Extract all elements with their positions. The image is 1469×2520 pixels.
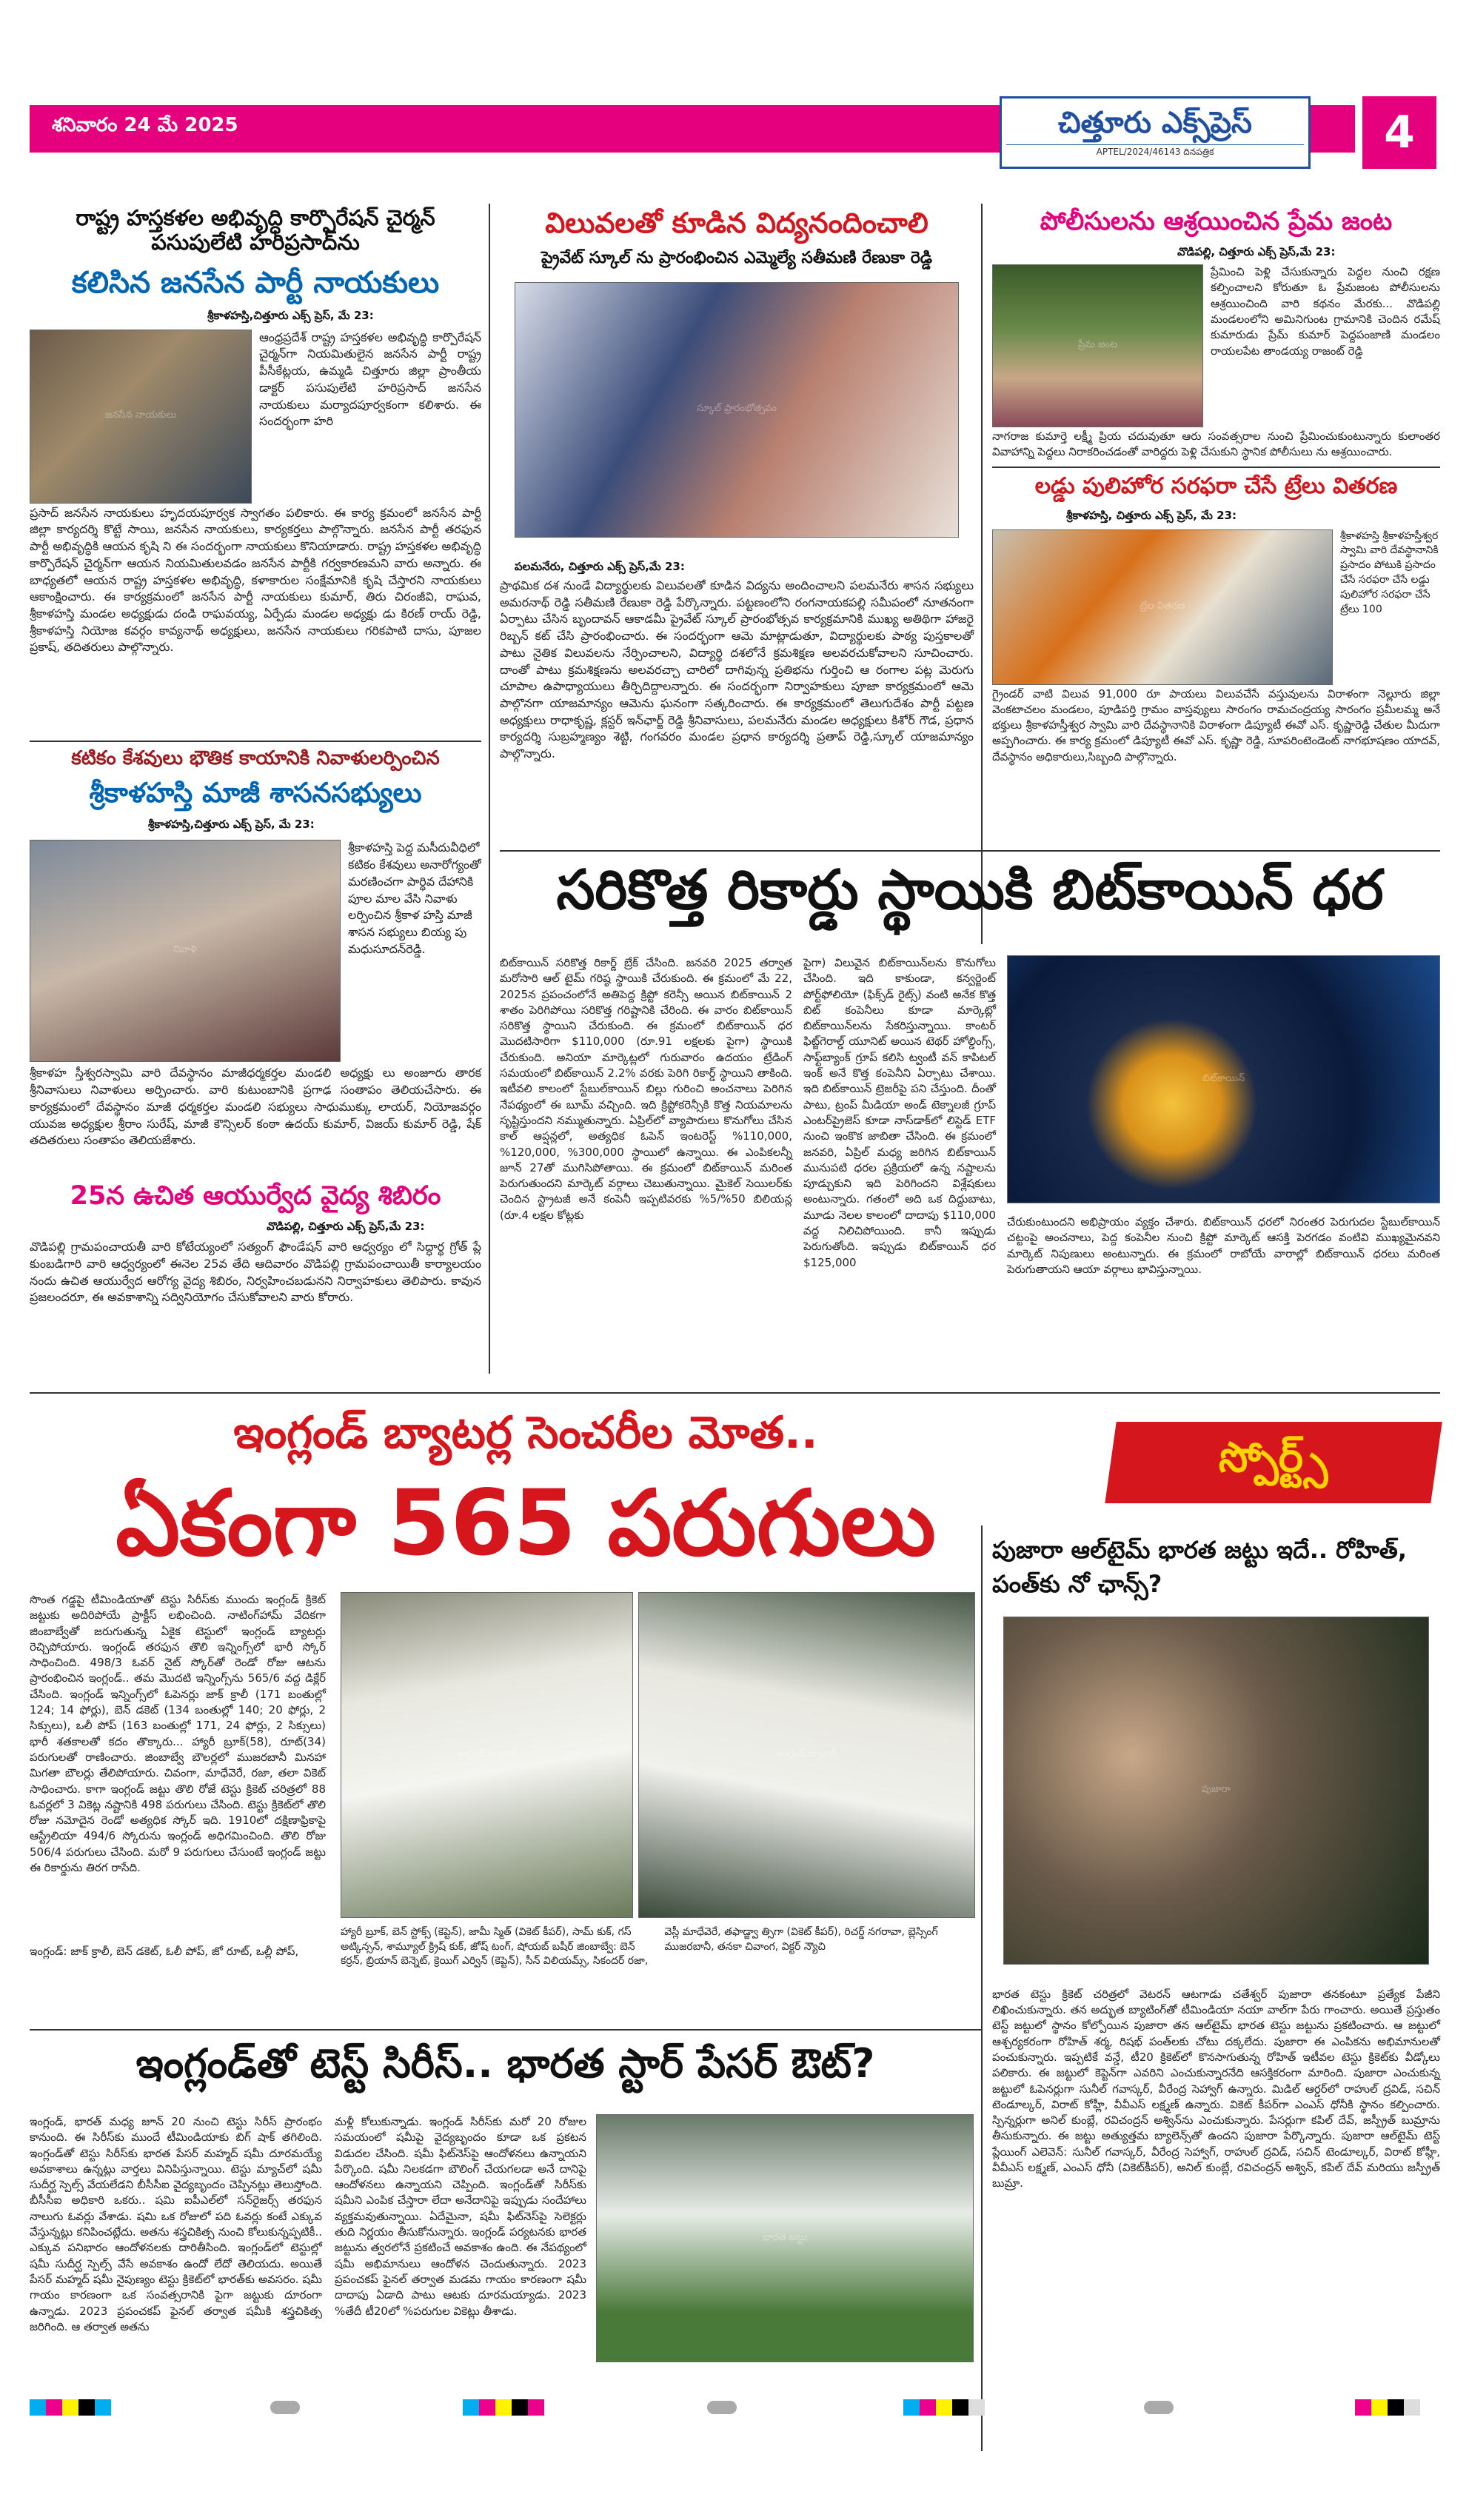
article-body: నాగరాజ కుమార్తె లక్ష్మీ ప్రియ చదువుతూ ఆరు సంవత్సరాల నుంచి ప్రేమించుకుంటున్నారు కులాంతర వివాహాన్ని పెద్దలు నిరాకరించడంతో వారిద్దరు పెళ్లి చేసుకుని స్థానిక పోలీసులు ను ఆశ్రయించారు. bbox=[992, 430, 1440, 459]
sports-players-line: ఇంగ్లండ్: జాక్ క్రాలీ, బెన్ డకెట్, ఓలీ పోప్, జో రూట్, ఒల్లీ పోప్, bbox=[30, 1945, 299, 1958]
sports-col-1: సొంత గడ్డపై టీమిండియాతో టెస్టు సిరీస్‌కు ముందు ఇంగ్లండ్ క్రికెట్ జట్టుకు అదిరిపోయే ప్రాక్టీస్ లభించింది. నాటింగ్‌హామ్ వేదికగా జింబాబ్వేతో జరుగుతున్న ఏకైక టెస్టులో ఇంగ్లండ్ బ్యాటర్లు రెచ్చిపోయారు. ఇంగ్లండ్ తరఫున తొలి ఇన్నింగ్స్‌లో భారీ స్కోర్ సాధించింది. 498/3 ఓవర్ నైట్ స్కోర్‌తో రెండో రోజు ఆటను ప్రారంభించిన ఇంగ్లండ్.. తమ మొదటి ఇన్నింగ్స్‌ను 565/6 వద్ద డిక్లేర్ చేసింది. ఇంగ్లండ్ ఇన్నింగ్స్‌లో ఓపెనర్లు జాక్ క్రాలీ (171 బంతుల్లో 124; 14 ఫోర్లు), బెన్ డకెట్ (134 బంతుల్లో 140; 20 ఫోర్లు, 2 సిక్సులు), ఒలీ పోప్ (163 బంతుల్లో 171, 24 ఫోర్లు, 2 సిక్సులు) భారీ శతకాలతో కదం తొక్కారు... హ్యారీ బ్రూక్(58), రూట్(34) పరుగులతో రాణించారు. జింబాబ్వే బౌలర్లలో ముజరబానీ మినహా మిగతా బౌలర్లు తేలిపోయారు. చివంగా, మాధేవెరే, రజా, తలా వికెట్ సాధించారు. కాగా ఇంగ్లండ్ జట్టు తొలి రోజే టెస్టు క్రికెట్ చరిత్రలో 88 ఓవర్లలో 3 వికెట్ల నష్టానికి 498 పరుగులు చేసింది. టెస్టు క్రికెట్‌లో తొలి రోజు నమోదైన రెండో అత్యధిక స్కోర్ ఇది. 1910లో దక్షిణాఫ్రికాపై ఆస్ట్రేలియా 494/6 స్కోరును ఇంగ్లండ్ అధిగమించింది. తొలి రోజు 506/4 పరుగులు చేసింది. మరో 9 పరుగులు చేసుంటే ఇంగ్లండ్ జట్టు ఈ రికార్డును తిరగ రాసేది. bbox=[30, 1593, 326, 1875]
article-couple bbox=[992, 207, 1440, 461]
article-headline: శ్రీకాళహస్తి మాజీ శాసనసభ్యులు bbox=[89, 776, 422, 809]
section-rule bbox=[992, 467, 1440, 468]
registration-marks bbox=[903, 2399, 985, 2416]
photo-tribute: నివాళి bbox=[30, 840, 341, 1062]
article-subhead: ప్రైవేట్ స్కూల్ ను ప్రారంభించిన ఎమ్మెల్యే సతీమణి రేణుకా రెడ్డి bbox=[541, 248, 933, 267]
article-headline: పుజారా ఆల్‌టైమ్ భారత జట్టు ఇదే.. రోహిత్, పంత్‌కు నో ఛాన్స్? bbox=[992, 1536, 1407, 1599]
page-number-box bbox=[1362, 96, 1436, 169]
registration-dot bbox=[270, 2401, 300, 2414]
article-dateline: వొడిపల్లి, చిత్తూరు ఎక్స్ ప్రెస్,మే 23: bbox=[267, 1220, 425, 1234]
article-dateline: వొడిపల్లి, చిత్తూరు ఎక్స్ ప్రెస్,మే 23: bbox=[1177, 245, 1336, 259]
article-dateline: పలమనేరు, చిత్తూరు ఎక్స్ ప్రెస్,మే 23: bbox=[515, 559, 685, 573]
masthead-date: శనివారం 24 మే 2025 bbox=[52, 114, 238, 136]
paper-name: చిత్తూరు ఎక్స్‌ప్రెస్ bbox=[1057, 106, 1253, 140]
article-kicker: రాష్ట్ర హస్తకళల అభివృద్ధి కార్పొరేషన్ చైర్మన్ పసుపులేటి హరిప్రసాద్‌ను bbox=[76, 205, 435, 255]
article-ayurveda bbox=[30, 1181, 481, 1306]
registration-marks bbox=[463, 2399, 544, 2416]
photo-trays: ట్రేల వితరణ bbox=[992, 529, 1333, 685]
article-hastakala bbox=[30, 206, 481, 656]
article-headline: లడ్డు పులిహోర సరఫరా చేసే ట్రేలు వితరణ bbox=[1034, 473, 1398, 499]
shami-headline: ఇంగ్లండ్‌తో టెస్ట్ సిరీస్.. భారత స్టార్ పేసర్ ఔట్? bbox=[135, 2040, 875, 2087]
section-rule bbox=[30, 741, 481, 742]
column-rule bbox=[489, 204, 490, 1374]
registration-marks bbox=[1355, 2399, 1420, 2416]
shami-col-2: మళ్లీ కోలుకున్నాడు. ఇంగ్లండ్ సిరీస్‌కు మరో 20 రోజుల సమయంలో షమీపై వైద్యబృందం కూడా ఒక ప్రకటన విడుదల చేసింది. షమీ ఫిట్‌నెస్‌పై ఆందోళనలు ఉన్నాయని పేర్కొంది. షమీ నిలకడగా బౌలింగ్ చేయగలడా అనే దానిపై ఆందోళనలు ఉన్నాయని చెప్పింది. ఇంగ్లండ్‌తో సిరీస్‌కు షమీని ఎంపిక చేస్తారా లేదా అనేదానిపై ఇప్పుడు సందేహాలు వ్యక్తమవుతున్నాయి. ఏదేమైనా, షమీ ఫిట్‌నెస్‌పై సెలెక్టర్లు తుది నిర్ణయం తీసుకోనున్నారు. ఇంగ్లండ్ పర్యటనకు భారత జట్టును త్వరలోనే ప్రకటించే అవకాశం ఉంది. ఈ నేపథ్యంలో షమీ అభిమానులు ఆందోళన చెందుతున్నారు. 2023 ప్రపంచకప్ ఫైనల్ తర్వాత మడమ గాయం కారణంగా షమీ దాదాపు ఏడాది పాటు ఆటకు దూరమయ్యాడు. 2023 %తేదీ టీ20లో %పరుగుల వికెట్లు తీశాడు. bbox=[335, 2115, 586, 2318]
sports-badge-label: స్పోర్ట్స్ bbox=[1219, 1433, 1328, 1482]
article-trays bbox=[992, 474, 1440, 765]
article-body: వొడిపల్లి గ్రామపంచాయతీ వారి కోటేయ్యంలో సత్యంగ్ ఫౌండేషన్ వారి ఆధ్వర్యం లో సిద్ధార్థ గ్రోత్ ప్లే కుంబడిగారి వారి ఆధ్వర్యంలో ఈనెల 25వ తేది ఆదివారం వొడిపల్లి గ్రామపంచాయితీ కార్యాలయం నందు ఉచిత ఆయుర్వేద ఆరోగ్య వైద్య శిబిరం, నిర్వహించబడునని నిర్వాహకులు తెలిపారు. కావున ప్రజలందరూ, ఈ అవకాశాన్ని సద్వినియోగం చేసుకోవాలని వారు కోరారు. bbox=[30, 1240, 481, 1305]
bitcoin-col-2: పైగా) విలువైన బిట్‌కాయిన్‌లను కొనుగోలు చేసింది. ఇది కాకుండా, కన్వర్జెంట్ పోర్ట్‌ఫోలియో (ఫిక్స్‌డ్ రైట్స్) వంటి అనేక కొత్త బిట్ కంపెనీలు కూడా మార్కెట్లో బిట్‌కాయిన్‌లను సేకరిస్తున్నాయి. కాంటర్ ఫిట్జ్‌గెరాల్డ్ యూనిట్ అయిన టెథర్ హోల్డింగ్స్, సాఫ్ట్‌బ్యాంక్ గ్రూప్ కలిసి ట్వంటీ వన్ కాపిటల్ ఇంక్ అనే కొత్త కంపెనీని ఏర్పాటు చేశాయి. ఇది బిట్‌కాయిన్ ట్రెజరీపై పని చేస్తుంది. దీంతో పాటు, ట్రంప్ మీడియా అండ్ టెక్నాలజీ గ్రూప్ ఎంటర్‌ప్రైజెస్ కూడా నాస్‌డాక్‌లో లిస్టెడ్ ETF నుంచి ఇంకొక జాబితా చేసింది. ఈ క్రమంలో జనవరి, ఏప్రిల్ మధ్య జరిగిన బిట్‌కాయిన్ మునుపటి ధరల ప్రక్రియలో ఉన్న నష్టాలను పూడ్చుకుని ఇది పెరిగిందని విశ్లేషకులు అంటున్నారు. గతంలో అది ఒక దిద్దుబాటు, మూడు నెలల కాలంలో దాదాపు $110,000 వద్ద నిలిచిపోయింది. కానీ ఇప్పుడు పెరుగుతోంది. ఇప్పుడు బిట్‌కాయిన్ ధర $125,000 bbox=[803, 956, 996, 1269]
registration-dot bbox=[707, 2401, 737, 2414]
page-number: 4 bbox=[1384, 107, 1415, 158]
masthead-right-bar bbox=[948, 105, 1000, 153]
article-tribute bbox=[30, 748, 481, 1149]
sports-headline: ఏకంగా 565 పరుగులు bbox=[116, 1471, 936, 1576]
article-side-text: శ్రీకాళహస్తి పెద్ద మసీదువీధిలో కటికం కేశవులు అనారోగ్యంతో మరణించగా పార్థివ దేహానికి పూల మాల వేసి నివాళు లర్పించిన శ్రీకాళ హస్తి మాజీ శాసన సభ్యులు బియ్య పు మధుసూదన్‌రెడ్డి. bbox=[348, 840, 481, 956]
sports-photo-caption: హ్యారీ బ్రూక్, బెన్ స్టోక్స్ (కెప్టెన్), జామీ స్మిత్ (వికెట్ కీపర్), సామ్ కుక్, గస్ అట్కిన్సన్, శామ్యూల్ క్ర్రిష్ కుక్, జోష్ టంగ్, షోయబ్ బషీర్ జింబాబ్వే: బెన్ కర్రన్, బ్రియాన్ బెన్నెట్, క్రెయిగ్ ఎర్విన్ (కెప్టెన్), సీన్ విలియమ్స్, సికందర్ రజా, వెస్లీ మాధేవెరే, తఫాడ్జ్వా త్సిగా (వికెట్ కీపర్), రిచర్డ్ నగరావా, బ్లెస్సింగ్ ముజరబానీ, తనకా చివాంగ, విక్టర్ న్యౌచి bbox=[341, 1926, 938, 1968]
column-rule bbox=[981, 1525, 983, 2451]
article-body: శ్రీకాళహ స్తీశ్వరస్వామి వారి దేవస్థానం మాజీధర్మకర్తల మండలి అధ్యక్షు లు అంజూరు తారక శ్రీనివాసులు నివాళులు అర్పించారు. వారి కుటుంబానికి ప్రగాఢ సంతాపం తెలియచేసారు. ఈ కార్యక్రమంలో దేవస్థానం మాజీ ధర్మకర్తల మండలి సభ్యులు సాధుముక్కు లాయర్, నియోజవర్గం యువజ అధ్యక్షుల శ్రీరాం సురేష్, మాజీ కౌన్సిలర్ కంఠా ఉదయ్ కుమార్, విజయ్ కుమార్ రెడ్డి, షేక్ తదితరులు సంతాపం తెలియజేశారు. bbox=[30, 1066, 481, 1148]
article-side-text: ప్రేమించి పెళ్లి చేసుకున్నారు పెద్దల నుంచి రక్షణ కల్పించాలని కోరుతూ ఓ ప్రేమజంట పోలీసులను ఆశ్రయించింది వారి కథనం మేరకు... వొడిపల్లి మండలంలోని అమినిగుంట గ్రామానికి చెందిన రమేష్ కుమారుడు ప్రేమ్ కుమార్ పెద్దపంజాణి మండలం రాయలపేట తాండయ్య రాజంట్ రెడ్డి bbox=[1211, 265, 1440, 358]
article-body: ప్రాథమిక దశ నుండే విద్యార్థులకు విలువలతో కూడిన విద్యను అందించాలని పలమనేరు శాసన సభ్యులు అమరనాథ్ రెడ్డి సతీమణి రేణుకా రెడ్డి పేర్కొన్నారు. పట్టణంలోని రంగనాయకపల్లి సమీపంలో నూతనంగా ఏర్పాటు చేసిన బృందావన్ ఆకాడమీ ప్రైవేట్ స్కూల్ ప్రారంభోత్సవ కార్యక్రమానికి ముఖ్య అతిథిగా హాజరై రిబ్బన్ కట్ చేసి ప్రారంభించారు. ఈ సందర్భంగా ఆమె మాట్లాడుతూ, విద్యార్థులకు పాఠ్య పుస్తకాలతో పాటు నైతిక విలువలను నేర్పించాలని, విద్యార్థి దశలోనే క్రమశిక్షణ అలవరచుకోవాలని సూచించారు. దాంతో పాటు క్రమశిక్షణను అలవరచ్చా చారిలో దాగివున్న ప్రతిభను గుర్తించి ఆ రంగాల పట్ల మెరుగు చూపాల ఉపాధ్యాయులు తీర్చిదిద్దాలన్నారు. ఈ సందర్భంగా నిర్వాహకులు పూజా కార్యక్రమంలో ఆమె పాల్గొనగా యాజమాన్యం ఆమెను ఘనంగా సత్కరించారు. ఈ కార్యక్రమంలో తెలుగుదేశం పార్టీ పట్టణ అధ్యక్షులు రాధాకృష్ణ, క్లస్టర్ ఇన్‌ఛార్జ్ రెడ్డి శ్రీనివాసులు, పలమనేరు మండల అధ్యక్షులు కిశోర్ గౌడ, ప్రధాన కార్యదర్శి సుబ్రహ్మణ్యం శెట్టి, గంగవరం మండల ప్రధాన కార్యదర్శి ప్రతాప్ రెడ్డి,స్కూల్ యాజమాన్యం పాల్గొన్నారు. bbox=[500, 578, 974, 761]
paper-subline: APTEL/2024/46143 దినపత్రిక bbox=[1006, 144, 1304, 159]
bitcoin-col-1: బిట్‌కాయిన్ సరికొత్త రికార్డ్ బ్రేక్ చేసింది. జనవరి 2025 తర్వాత మరోసారి ఆల్ టైమ్ గరిష్ఠ స్థాయికి చేరుకుంది. ఈ క్రమంలో మే 22, 2025న ప్రపంచంలోనే అతిపెద్ద క్రిప్టో కరెన్సీ అయిన బిట్‌కాయిన్ 2 శాతం పెరిగిపోయి సరికొత్త గరిష్టానికి చేరింది. ఈ వారం బిట్‌కాయిన్ సరికొత్త స్థాయిని చేరుకుంది. ఈ క్రమంలో బిట్‌కాయిన్ ధర మొదటిసారిగా $110,000 (రూ.91 లక్షలకు పైగా) స్థాయికి చేరుకుంది. అనియా మార్కెట్లలో గురువారం ఉదయం ట్రేడింగ్ సమయంలో బిట్‌కాయిన్ 2.2% వరకు పెరిగి రికార్డ్ స్థాయిని తాకింది. ఇటీవలి కాలంలో స్టేబుల్‌కాయిన్ బిల్లు గురించి అంచనాలు పెరిగిన నేపథ్యంలో ఈ బూమ్ వచ్చింది. ఇది క్రిప్టోకరెన్సీకి కొత్త నియమాలను సృష్టిస్తుందని నమ్ముతున్నారు. ఏప్రిల్‌లో వ్యాపారులు కొనుగోలు చేసిన కాల్ ఆప్షన్లలో, అత్యధిక ఓపెన్ ఇంటరెస్ట్ %110,000, %120,000, %300,000 స్థాయిలో ఉన్నాయి. ఈ ఎంపికలన్నీ జూన్ 27తో ముగిసిపోతాయి. ఈ క్రమంలో బిట్‌కాయిన్ మరింత పెరుగుతుందని మార్కెట్ వర్గాలు చెబుతున్నాయి. మైకెల్ సెయిలర్‌కు చెందిన స్ట్రాటజీ అనే కంపెనీ ఇప్పటివరకు %5/%50 బిలియన్ల (రూ.4 లక్షల కోట్లకు bbox=[500, 956, 792, 1222]
section-rule bbox=[30, 2029, 981, 2031]
article-bitcoin bbox=[500, 859, 1440, 922]
article-body: భారత టెస్టు క్రికెట్ చరిత్రలో వెటరన్ ఆటగాడు చతేశ్వర్ పుజారా తనకంటూ ప్రత్యేక పేజీని లిఖించుకున్నారు. తన అద్భుత బ్యాటింగ్‌తో టీమిండియా నయా వాల్‌గా పేరు గాంచారు. అయితే ప్రస్తుతం టెస్ట్ జట్టులో స్థానం కోల్పోయిన పుజారా తన ఆల్‌టైమ్ భారత టెస్టు జట్టును ప్రకటించారు. ఆ జట్టులో ఆశ్చర్యకరంగా రోహిత్ శర్మ, రిషభ్ పంత్‌లకు చోటు దక్కలేదు. పుజారా ఈ ఎంపికను అభిమానులతో పంచుకున్నారు. ఇప్పటికే వన్డే, టీ20 క్రికెట్‌లో కొనసాగుతున్న రోహిత్ ఇటీవల టెస్టు క్రికెట్‌కు వీడ్కోలు పలికారు. ఈ జట్టులో కెప్టెన్‌గా ఎవరిని ఎంచుకున్నారనేది ఆసక్తికరంగా మారింది. పుజారా ఎంచుకున్న జట్టులో ఓపెనర్లుగా సునీల్ గవాస్కర్, వీరేంద్ర సెహ్వాగ్ ఉన్నారు. మిడిల్ ఆర్డర్‌లో రాహుల్ ద్రవిడ్, సచిన్ టెండూల్కర్, విరాట్ కోహ్లీ, వీవీఎస్ లక్ష్మణ్ ఉన్నారు. వికెట్ కీపర్‌గా ఎంఎస్ ధోనీకి స్థానం కల్పించారు. స్పిన్నర్లుగా అనిల్ కుంబ్లే, రవిచంద్రన్ అశ్విన్‌ను ఎంచుకున్నారు. పేసర్లుగా కపిల్ దేవ్, జస్ప్రీత్ బుమ్రాను తీసుకున్నారు. ఈ జట్టు అత్యుత్తమ బ్యాలెన్స్‌తో ఉందని పుజారా పేర్కొన్నారు. పుజారా ఆల్‌టైమ్ టెస్ట్ ప్లేయింగ్ ఎలెవెన్: సునీల్ గవాస్కర్, వీరేంద్ర సెహ్వాగ్, రాహుల్ ద్రవిడ్, సచిన్ టెండూల్కర్, విరాట్ కోహ్లీ, వీవీఎస్ లక్ష్మణ్, ఎంఎస్ ధోనీ (వికెట్‌కీపర్), అనిల్ కుంబ్లే, రవిచంద్రన్ అశ్విన్, కపిల్ దేవ్ మరియు జస్ప్రీత్ బుమ్రా. bbox=[992, 1987, 1440, 2190]
registration-dot bbox=[1144, 2401, 1174, 2414]
article-headline: సరికొత్త రికార్డు స్థాయికి బిట్‌కాయిన్ ధర bbox=[556, 858, 1384, 922]
bitcoin-col-3: చేరుకుంటుందని అభిప్రాయం వ్యక్తం చేశారు. బిట్‌కాయిన్ ధరలో నిరంతర పెరుగుదల స్టేబుల్‌కాయిన్ చట్టంపై అంచనాలు, పెద్ద కంపెనీల నుంచి క్రిప్టో మార్కెట్ ఆసక్తి పెరగడం వంటివి ముఖ్యమైనవని మార్కెట్ నిపుణులు అంటున్నారు. ఈ క్రమంలో రాబోయే వారాల్లో బిట్‌కాయిన్ ధరలు మరింత పెరుగుతాయని ఆయా వర్గాలు భావిస్తున్నాయి. bbox=[1007, 1215, 1440, 1276]
photo-couple: ప్రేమ జంట bbox=[992, 264, 1203, 427]
article-headline: కలిసిన జనసేన పార్టీ నాయకులు bbox=[71, 265, 440, 300]
photo-pujara: పుజారా bbox=[1003, 1617, 1429, 1965]
photo-hastakala: జనసేన నాయకులు bbox=[30, 330, 252, 504]
section-rule bbox=[500, 850, 1440, 852]
sports-kicker: ఇంగ్లండ్ బ్యాటర్ల సెంచరీల మోత.. bbox=[233, 1407, 818, 1459]
masthead-tail-bar bbox=[1311, 105, 1355, 153]
article-side-text: శ్రీకాళహస్తి శ్రీకాళహస్తీశ్వర స్వామి వారి దేవస్థానానికి ప్రసాదం పోటుకి ప్రసాదం చేసే సరఫరా చేసే లడ్డు పులిహోర సరఫరా చేసే ట్రేలు 100 bbox=[1340, 529, 1439, 615]
photo-school: స్కూల్ ప్రారంభోత్సవం bbox=[515, 282, 959, 538]
article-body: ప్రసాద్ జనసేన నాయకులు హృదయపూర్వక స్వాగతం పలికారు. ఈ కార్య క్రమంలో జనసేన పార్టీ జిల్లా కార్యదర్శి కొట్టే సాయి, జనసేన నాయకులు, కార్యకర్తలు పాల్గొన్నారు. జనసేన పార్టీ తరఫున పార్టీ అభివృద్ధికి ఆయన కృషి ని ఈ సందర్భంగా నాయకులు కొనియాడారు. రాష్ట్ర హస్తకళల అభివృద్ధి కార్పొరేషన్ చైర్మన్‌గా ఆయన నియమితులవడం జనసేన పార్టీకి గర్వకారణమని వారు అన్నారు. ఈ బాధ్యతలో ఆయన రాష్ట్ర హస్తకళల అభివృద్ధి, కళాకారుల సంక్షేమానికి కృషి చేస్తారని నాయకులు ఆకాంక్షించారు. ఈ కార్యక్రమంలో జనసేన పార్టీ నాయకులు కుమార్, తిరు చిరంజీవి, రాఘవ, శ్రీకాళహస్తి మండల అధ్యక్షుడు దండి రాఘవయ్య, ఏర్పేడు మండల అధ్యక్షు డు కిరణ్ రాయ్ రెడ్డి, శ్రీకాళహస్తి నియోజ కవర్గం కావ్యనాథ్ అధ్యక్షులు, జనసేన నాయకులు గరికపాటి దాసు, పూజల ప్రకాష్, తదితరులు పాల్గొన్నారు. bbox=[30, 505, 481, 655]
column-rule bbox=[981, 204, 983, 944]
masthead bbox=[30, 96, 1440, 185]
article-dateline: శ్రీకాళహస్తి,చిత్తూరు ఎక్స్ ప్రెస్, మే 23: bbox=[148, 818, 315, 832]
article-side-text: ఆంధ్రప్రదేశ్ రాష్ట్ర హస్తకళల అభివృద్ధి కార్పొరేషన్ చైర్మన్‌గా నియమితులైన జనసేన పార్టీ రాష్ట్ర పీసీకేట్లయ, ఉమ్మడి చిత్తూరు జిల్లా ప్రాంతీయ డాక్టర్ పసుపులేటి హరిప్రసాద్ జనసేన నాయకులు మర్యాదపూర్వకంగా కలిశారు. ఈ సందర్భంగా హరి bbox=[259, 330, 481, 429]
article-dateline: శ్రీకాళహస్తి, చిత్తూరు ఎక్స్ ప్రెస్, మే 23: bbox=[1066, 508, 1237, 522]
article-kicker: కటికం కేశవులు భౌతిక కాయానికి నివాళులర్పించిన bbox=[71, 747, 440, 769]
article-headline: విలువలతో కూడిన విద్యనందించాలి bbox=[545, 207, 928, 239]
photo-england-1: ఇంగ్లండ్ బ్యాటర్ bbox=[341, 1592, 633, 1918]
article-dateline: శ్రీకాళహస్తి,చిత్తూరు ఎక్స్ ప్రెస్, మే 23: bbox=[207, 308, 374, 322]
photo-shami: భారత జట్టు bbox=[596, 2114, 974, 2362]
masthead-logo-box bbox=[1000, 96, 1311, 169]
photo-bitcoin: బిట్‌కాయిన్ bbox=[1007, 955, 1440, 1203]
article-body: గ్రైండర్ వాటి విలువ 91,000 రూ పాయలు విలువచేసే వస్తువులను విరాళంగా నెల్లూరు జిల్లా వెంకటాచలం మండలం, పూడిపర్తి గ్రామం వాస్తవ్యులు సారంగం రామచంద్రయ్య సారంగం ప్రమీలమ్మ అనే భక్తులు శ్రీకాళహస్తీశ్వర స్వామి వారి దేవస్థానానికి విరాళంగా డిప్యూటీ ఈవో ఎస్. కృష్ణారెడ్డి చేతుల మీదుగా అప్పగించారు. ఈ కార్య క్రమంలో డిప్యూటీ ఈవో ఎస్. కృష్ణా రెడ్డి, సూపరింటెండెంట్ నాగభూషణం యాదవ్, దేవస్థానం అధికారులు,సిబ్బంది పాల్గొన్నారు. bbox=[992, 686, 1440, 763]
article-school bbox=[500, 207, 974, 763]
registration-marks bbox=[30, 2399, 111, 2416]
photo-england-2: ఇంగ్లండ్ బ్యాటర్ bbox=[638, 1592, 975, 1918]
article-pujara bbox=[992, 1533, 1440, 2192]
sports-badge bbox=[1105, 1422, 1442, 1503]
section-rule bbox=[30, 1392, 1440, 1394]
article-headline: 25న ఉచిత ఆయుర్వేద వైద్య శిబిరం bbox=[70, 1181, 441, 1211]
article-headline: పోలీసులను ఆశ్రయించిన ప్రేమ జంట bbox=[1040, 207, 1393, 236]
shami-col-1: ఇంగ్లండ్, భారత్ మధ్య జూన్ 20 నుంచి టెస్టు సిరీస్ ప్రారంభం కానుంది. ఈ సిరీస్‌కు ముందే టీమిండియాకు బిగ్ షాక్ తగిలింది. ఇంగ్లండ్‌తో టెస్టు సిరీస్‌కు భారత పేసర్ మహ్మద్ షమీ దూరమయ్యే అవకాశాలు ఉన్నట్లు వార్తలు వినిపిస్తున్నాయి. టెస్టు మ్యాచ్‌లో షమీ సుదీర్ఘ స్పెల్స్ వేయలేడని బీసీసీఐ వైద్యబృందం చెప్పినట్లు తెలుస్తోంది. బీసీసీఐ అధికారి ఒకరు.. షమి ఐపీఎల్‌లో సన్‌రైజర్స్ తరఫున నాలుగు ఓవర్లు వేశాడు. షమి ఒక రోజులో పది ఓవర్లు కంటే ఎక్కువ వేస్తున్నట్లు కనిపించట్లేదు. అతను శస్త్రచికిత్స నుంచి కోలుకున్నప్పటికీ.. ఎక్కువ పనిభారం ఆందోళనలకు దారితీసింది. ఇంగ్లండ్‌లో టెస్టుల్లో షమీ సుదీర్ఘ స్పెల్స్ వేసే అవకాశం ఉందో లేదో తెలియదు. అయితే పేసర్ మహ్మద్ షమీ నైపుణ్యం టెస్టు క్రికెట్‌లో భారత్‌కు అవసరం. షమీ గాయం కారణంగా ఒక సంవత్సరానికి పైగా జట్టుకు దూరంగా ఉన్నాడు. 2023 ప్రపంచకప్ ఫైనల్ తర్వాత షమీకి శస్త్రచికిత్స జరిగింది. ఆ తర్వాత అతను bbox=[30, 2115, 322, 2333]
